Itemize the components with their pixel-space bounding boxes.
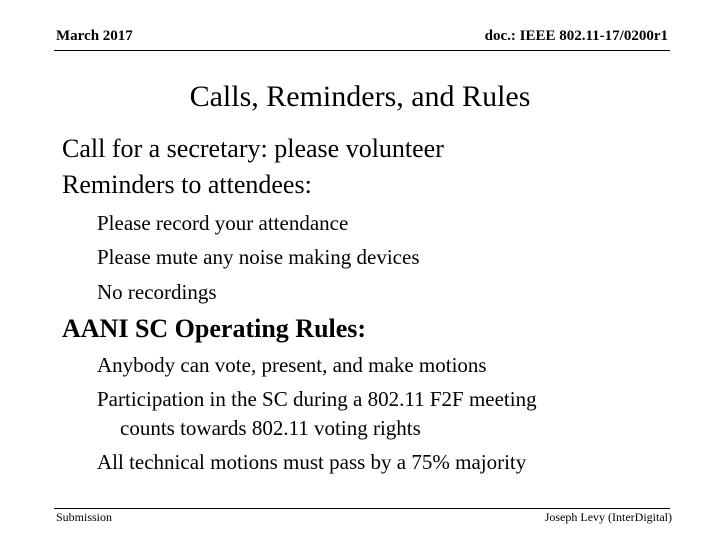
reminder-mute-devices: Please mute any noise making devices bbox=[97, 245, 420, 269]
reminder-no-recordings: No recordings bbox=[97, 280, 217, 304]
rule-participation: Participation in the SC during a 802.11 F2F meeting bbox=[97, 387, 537, 411]
rule-technical-motions: All technical motions must pass by a 75% majority bbox=[97, 450, 527, 474]
rules-heading: AANI SC Operating Rules: bbox=[62, 314, 367, 343]
bullet-reminders-heading: Reminders to attendees: bbox=[62, 170, 312, 199]
header-doc-id: doc.: IEEE 802.11-17/0200r1 bbox=[484, 28, 668, 44]
footer-rule bbox=[54, 508, 670, 509]
footer-author: Joseph Levy (InterDigital) bbox=[544, 510, 672, 524]
bullet-call-for-secretary: Call for a secretary: please volunteer bbox=[62, 134, 444, 163]
header-date: March 2017 bbox=[56, 28, 133, 44]
header-rule bbox=[54, 50, 670, 51]
rule-anybody-can-vote: Anybody can vote, present, and make motions bbox=[97, 353, 487, 377]
slide-title: Calls, Reminders, and Rules bbox=[189, 80, 531, 113]
footer-submission: Submission bbox=[56, 510, 113, 524]
rule-participation-continued: counts towards 802.11 voting rights bbox=[120, 416, 421, 440]
reminder-record-attendance: Please record your attendance bbox=[97, 211, 349, 235]
